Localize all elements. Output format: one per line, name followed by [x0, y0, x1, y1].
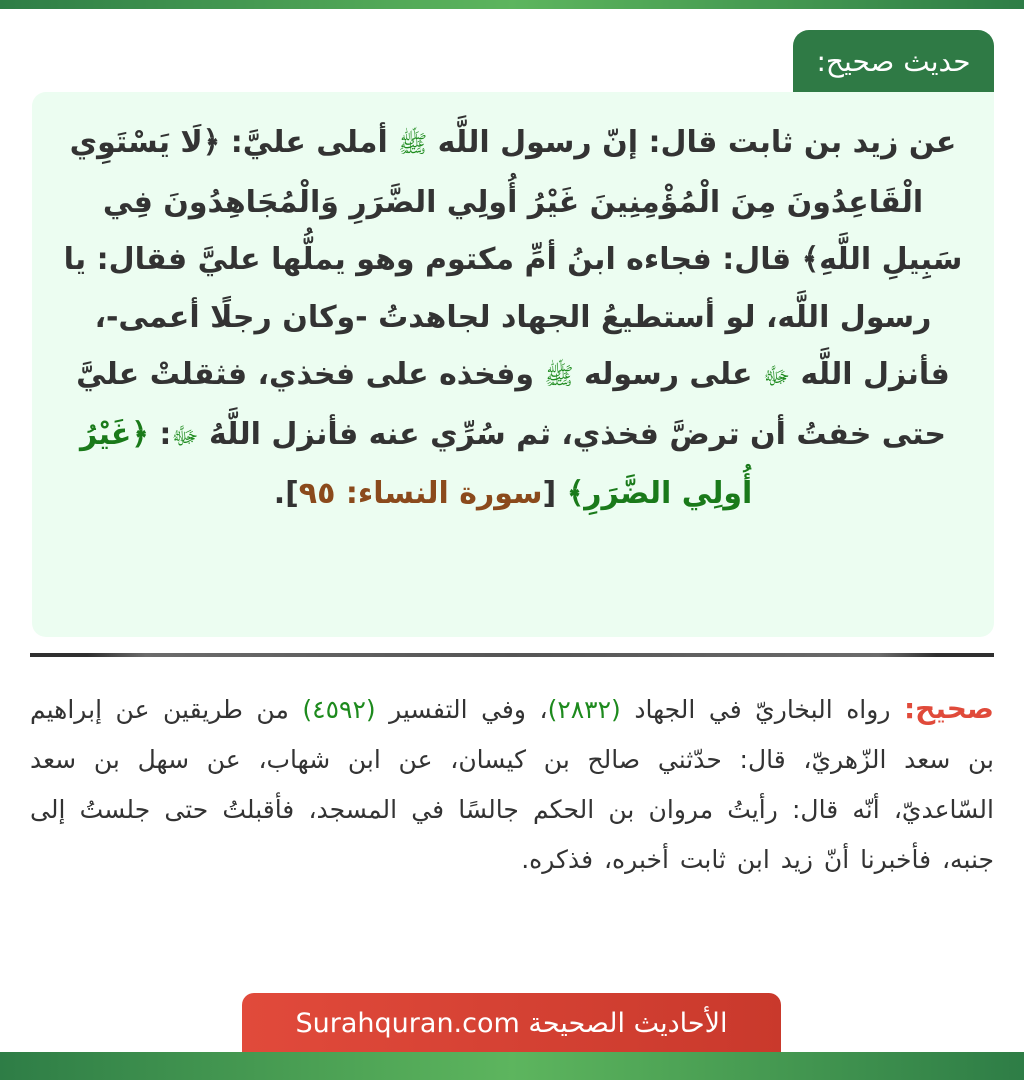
section-divider: [30, 653, 994, 657]
hadith-text-segment: عن زيد بن ثابت قال: إنّ رسول اللَّه: [427, 125, 957, 160]
footer-label: الأحاديث الصحيحة Surahquran.com: [295, 1007, 728, 1039]
hadith-number: (٢٨٣٢): [547, 695, 621, 724]
hadith-text: [62, 114, 964, 523]
hadith-number: (٤٥٩٢): [302, 695, 376, 724]
hadith-box: [32, 92, 994, 637]
hadith-text-segment: على رسوله: [573, 357, 763, 392]
hadith-text-segment: أملى عليَّ:: [220, 125, 399, 160]
quran-verse: ﴿لَا يَسْتَوِي الْقَاعِدُونَ مِنَ الْمُؤْمِنِينَ غَيْرُ أُولِي الضَّرَرِ وَالْمُجَاهِدُونَ فِي سَبِيلِ اللَّهِ﴾: [69, 125, 963, 277]
surah-reference: سورة النساء: ٩٥: [298, 476, 543, 511]
takhrij-segment: ، وفي التفسير: [375, 695, 548, 724]
grade-label: صحيح:: [903, 692, 994, 725]
top-decorative-bar: [0, 0, 1024, 9]
hadith-text-segment: ].: [273, 476, 299, 511]
hadith-text-segment: وفخذه على فخذي، فثقلتْ عليَّ حتى خفتُ أن ترضَّ فخذي، ثم سُرِّي عنه فأنزل اللَّهُ: [76, 357, 947, 452]
salutation-icon: ﷺ: [398, 130, 428, 158]
hadith-text-segment: [: [542, 476, 567, 511]
glorification-icon: ﷻ: [171, 421, 199, 450]
site-branding-button[interactable]: [242, 993, 781, 1053]
badge-label: حديث صحيح:: [816, 44, 971, 78]
hadith-status-badge: [793, 30, 994, 92]
hadith-text-segment: قال: فجاءه ابنُ أمِّ مكتوم وهو يملُّها عليَّ فقال: يا رسول اللَّه، لو أستطيعُ الجهاد لجاهدتُ -وكان رجلًا أعمى-، فأنزل اللَّه: [63, 242, 950, 392]
hadith-text-segment: :: [148, 416, 172, 452]
takhrij-segment: من طريقين عن إبراهيم بن سعد الزّهريّ، قال: حدّثني صالح بن كيسان، عن ابن شهاب، عن سهل بن سعد السّاعديّ، أنّه قال: رأيتُ مروان بن الحكم جالسًا في المسجد، فأقبلتُ حتى جلستُ إلى جنبه، فأخبرنا أنّ زيد ابن ثابت أخبره، فذكره.: [30, 695, 994, 874]
takhrij-segment: رواه البخاريّ في الجهاد: [620, 695, 904, 724]
salutation-icon: ﷺ: [544, 362, 574, 390]
bottom-decorative-bar: [0, 1052, 1024, 1080]
quran-verse-highlight: ﴿غَيْرُ أُولِي الضَّرَرِ﴾: [79, 416, 753, 511]
glorification-icon: ﷻ: [762, 362, 791, 390]
takhrij-text: [30, 684, 994, 885]
